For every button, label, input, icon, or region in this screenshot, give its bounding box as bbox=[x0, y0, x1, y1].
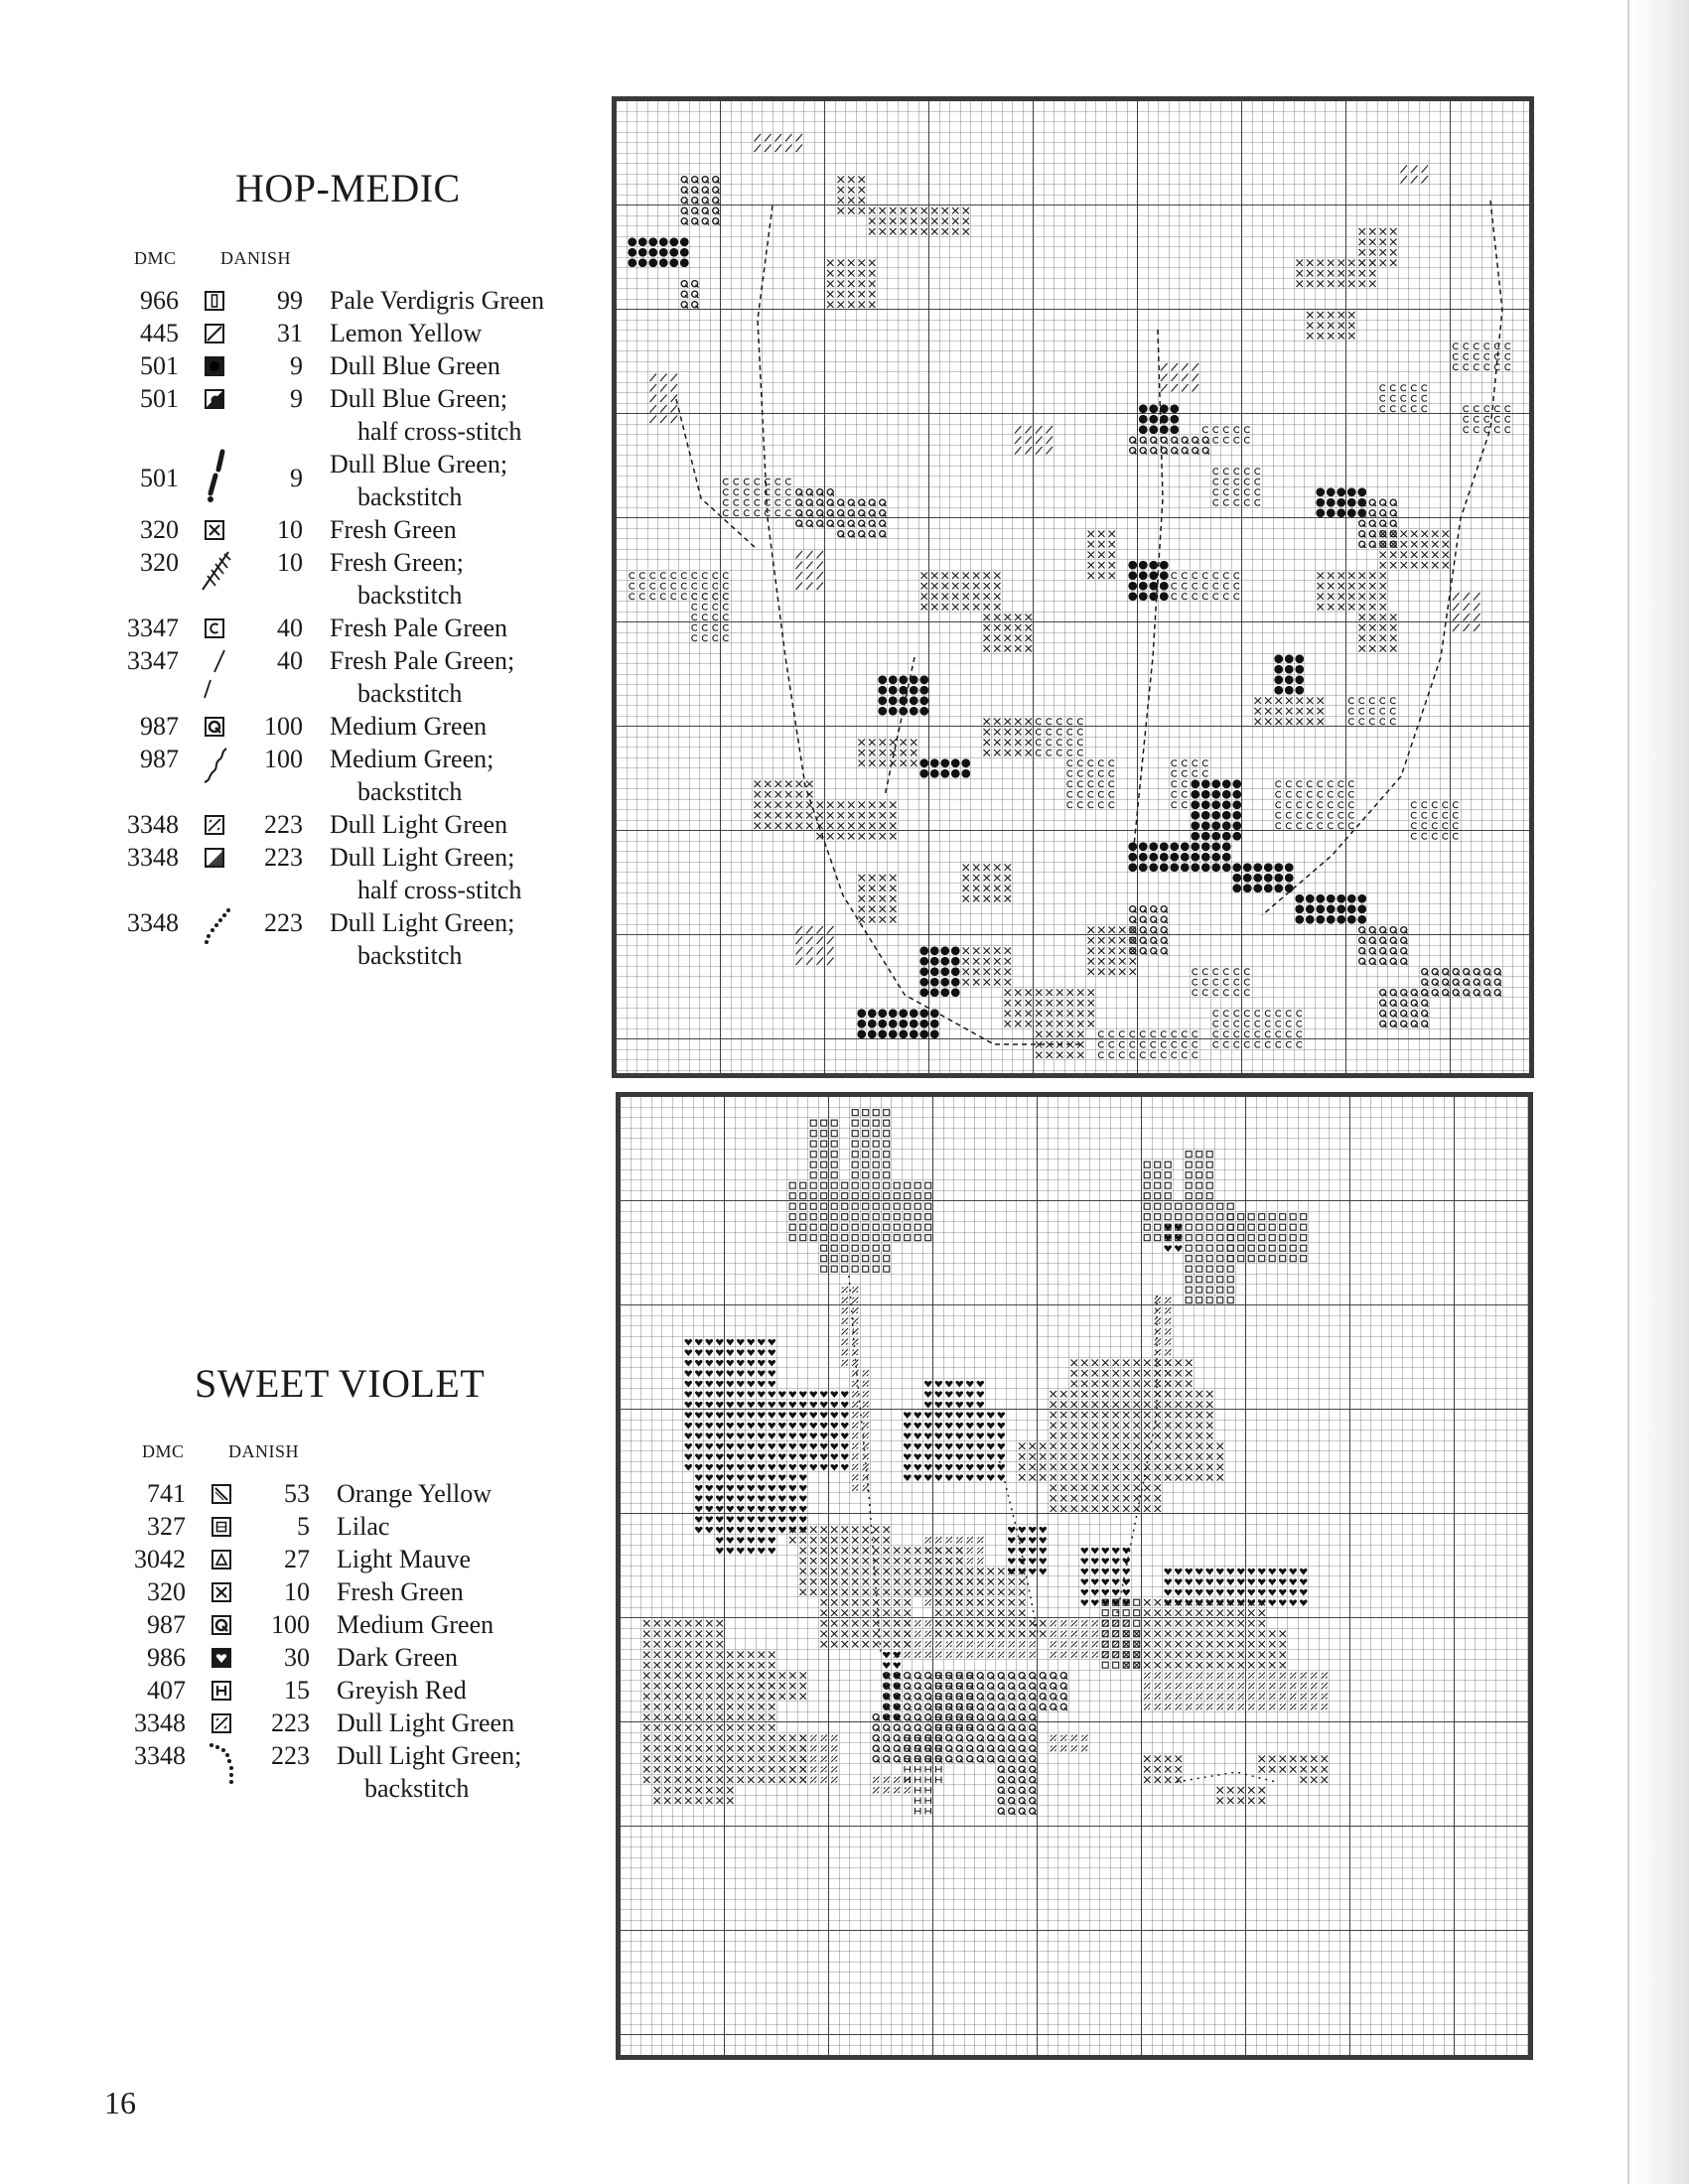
thread-name: Dull Light Green bbox=[337, 1708, 515, 1737]
box-letter-c-icon bbox=[199, 612, 234, 644]
dmc-number: 3348 bbox=[134, 1741, 186, 1770]
thread-name: Dull Light Green; half cross-stitch bbox=[330, 843, 522, 904]
box-diagonal-ticks-icon bbox=[199, 808, 234, 841]
wavy-backstitch-line-icon bbox=[199, 743, 234, 775]
thread-name: Dull Blue Green; half cross-stitch bbox=[330, 384, 522, 446]
danish-number: 53 bbox=[284, 1479, 310, 1508]
dmc-number: 3347 bbox=[127, 614, 179, 642]
box-diagonal-icon bbox=[199, 317, 234, 349]
danish-number: 10 bbox=[284, 1577, 310, 1606]
hop-medic-title: HOP-MEDIC bbox=[235, 166, 461, 210]
dmc-number: 3348 bbox=[127, 810, 179, 839]
dotted-backstitch-line-icon bbox=[206, 1739, 241, 1772]
sweet-violet-danish-header: DANISH bbox=[228, 1441, 300, 1461]
dmc-number: 3348 bbox=[134, 1708, 186, 1737]
thread-name: Dull Blue Green; backstitch bbox=[330, 450, 508, 511]
danish-number: 10 bbox=[277, 548, 303, 577]
box-triangle-icon bbox=[206, 1543, 241, 1575]
danish-number: 31 bbox=[277, 319, 303, 347]
thread-name: Lilac bbox=[337, 1512, 390, 1541]
thread-name: Dark Green bbox=[337, 1643, 458, 1672]
dmc-number: 501 bbox=[140, 384, 179, 413]
box-solid-dot-icon bbox=[199, 349, 234, 382]
dmc-number: 501 bbox=[140, 351, 179, 380]
box-diagonal-bold-icon bbox=[199, 841, 234, 874]
thick-backstitch-line-icon bbox=[199, 448, 234, 480]
danish-number: 27 bbox=[284, 1545, 310, 1573]
dmc-number: 445 bbox=[140, 319, 179, 347]
danish-number: 9 bbox=[290, 351, 303, 380]
dmc-number: 3348 bbox=[127, 908, 179, 937]
thread-name: Greyish Red bbox=[337, 1676, 467, 1705]
sweet-violet-chart bbox=[616, 1092, 1533, 2060]
box-diagonal-ticks-icon bbox=[206, 1706, 241, 1739]
box-line-vertical-icon bbox=[199, 284, 234, 317]
thread-name: Fresh Pale Green bbox=[330, 614, 508, 642]
box-half-dot-icon bbox=[199, 382, 234, 415]
danish-number: 100 bbox=[264, 745, 303, 773]
thread-name: Fresh Green bbox=[330, 515, 457, 544]
dmc-number: 741 bbox=[147, 1479, 186, 1508]
box-cross-icon bbox=[199, 513, 234, 546]
box-inner-square-icon bbox=[206, 1510, 241, 1543]
box-cross-icon bbox=[206, 1575, 241, 1608]
dmc-number: 407 bbox=[147, 1676, 186, 1705]
hop-medic-chart-graphic bbox=[617, 101, 1529, 1073]
hop-medic-danish-header: DANISH bbox=[220, 248, 292, 268]
thread-name: Fresh Green bbox=[337, 1577, 464, 1606]
danish-number: 5 bbox=[297, 1512, 310, 1541]
dmc-number: 3042 bbox=[134, 1545, 186, 1573]
danish-number: 223 bbox=[264, 843, 303, 872]
danish-number: 9 bbox=[290, 384, 303, 413]
thread-name: Dull Blue Green bbox=[330, 351, 500, 380]
box-letter-q-icon bbox=[206, 1608, 241, 1641]
dmc-number: 3348 bbox=[127, 843, 179, 872]
thread-name: Dull Light Green; backstitch bbox=[330, 908, 515, 970]
thread-name: Dull Light Green bbox=[330, 810, 508, 839]
dmc-number: 3347 bbox=[127, 646, 179, 675]
danish-number: 40 bbox=[277, 646, 303, 675]
sweet-violet-chart-graphic bbox=[621, 1097, 1528, 2055]
dmc-number: 966 bbox=[140, 286, 179, 315]
thread-name: Fresh Green; backstitch bbox=[330, 548, 465, 610]
thread-name: Dull Light Green; backstitch bbox=[337, 1741, 522, 1803]
barbed-backstitch-line-icon bbox=[199, 546, 234, 579]
danish-number: 10 bbox=[277, 515, 303, 544]
thread-name: Lemon Yellow bbox=[330, 319, 483, 347]
dmc-number: 320 bbox=[140, 548, 179, 577]
dmc-number: 320 bbox=[140, 515, 179, 544]
dmc-number: 987 bbox=[147, 1610, 186, 1639]
page-edge-shadow bbox=[1627, 0, 1689, 2184]
hop-medic-dmc-header: DMC bbox=[134, 248, 177, 268]
thread-name: Pale Verdigris Green bbox=[330, 286, 545, 315]
thread-name: Fresh Pale Green; backstitch bbox=[330, 646, 515, 708]
danish-number: 15 bbox=[284, 1676, 310, 1705]
danish-number: 223 bbox=[271, 1708, 310, 1737]
danish-number: 223 bbox=[271, 1741, 310, 1770]
danish-number: 30 bbox=[284, 1643, 310, 1672]
danish-number: 99 bbox=[277, 286, 303, 315]
danish-number: 100 bbox=[264, 712, 303, 741]
danish-number: 100 bbox=[271, 1610, 310, 1639]
page-number: 16 bbox=[104, 2085, 136, 2120]
dmc-number: 987 bbox=[140, 745, 179, 773]
box-diagonal-line-icon bbox=[206, 1477, 241, 1510]
thread-name: Light Mauve bbox=[337, 1545, 472, 1573]
thread-name: Medium Green; backstitch bbox=[330, 745, 494, 806]
sweet-violet-dmc-header: DMC bbox=[142, 1441, 185, 1461]
thread-name: Medium Green bbox=[330, 712, 488, 741]
danish-number: 40 bbox=[277, 614, 303, 642]
thread-name: Medium Green bbox=[337, 1610, 494, 1639]
hop-medic-chart bbox=[612, 96, 1534, 1078]
dotted-backstitch-line-icon bbox=[199, 906, 234, 939]
thread-name: Orange Yellow bbox=[337, 1479, 492, 1508]
dmc-number: 501 bbox=[140, 464, 179, 492]
danish-number: 223 bbox=[264, 810, 303, 839]
thin-backstitch-line-icon bbox=[199, 644, 234, 677]
danish-number: 9 bbox=[290, 464, 303, 492]
danish-number: 223 bbox=[264, 908, 303, 937]
dmc-number: 986 bbox=[147, 1643, 186, 1672]
dmc-number: 327 bbox=[147, 1512, 186, 1541]
dmc-number: 320 bbox=[147, 1577, 186, 1606]
box-heart-icon bbox=[206, 1641, 241, 1674]
box-letter-q-icon bbox=[199, 710, 234, 743]
dmc-number: 987 bbox=[140, 712, 179, 741]
box-letter-h-icon bbox=[206, 1674, 241, 1706]
sweet-violet-title: SWEET VIOLET bbox=[195, 1361, 486, 1406]
